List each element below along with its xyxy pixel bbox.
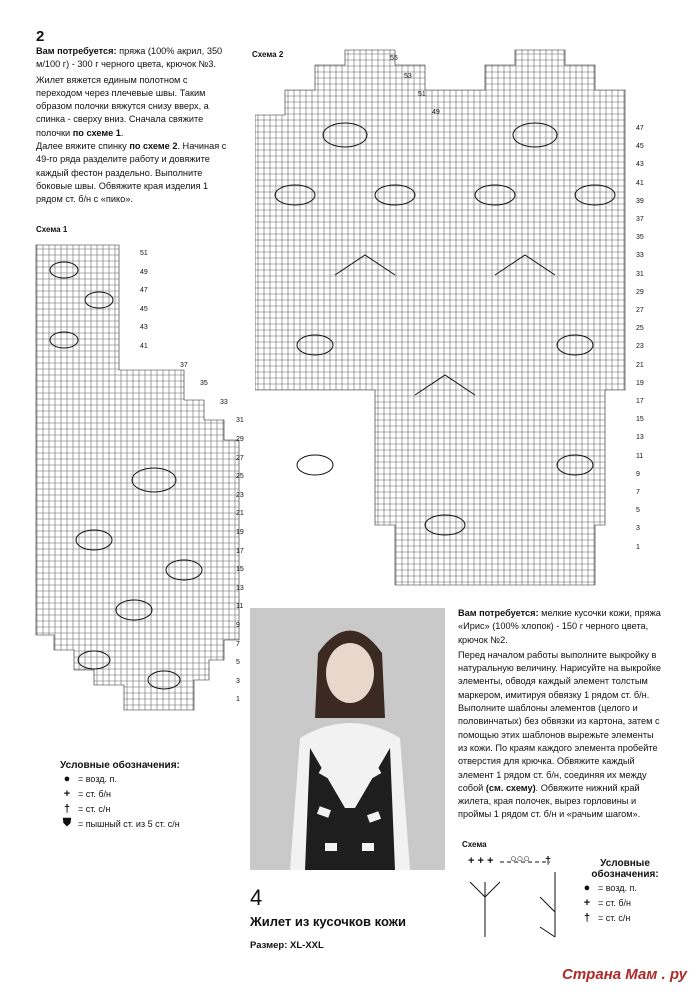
section4-size: Размер: XL-XXL xyxy=(250,940,324,951)
scheme2-label: Схема 2 xyxy=(252,50,284,59)
row-number: 35 xyxy=(636,234,644,242)
legend-text: = пышный ст. из 5 ст. с/н xyxy=(78,818,180,829)
row-number: 25 xyxy=(636,325,644,333)
section4-body-bold: (см. схему) xyxy=(485,782,536,793)
needs-label: Вам потребуется: xyxy=(36,46,117,56)
legend-item xyxy=(580,880,670,895)
woman-in-vest-image xyxy=(250,608,445,870)
legend-symbol: † xyxy=(583,911,591,924)
para-2-end: . Начиная с 49-го ряда разделите работу и довяжите каждый фестон раздельно. Выполните боковые швы. Обвяжите края изделия 1 рядом ст. б/н с «пико». xyxy=(36,141,227,205)
legend-symbol: ● xyxy=(63,772,71,785)
scheme1-label: Схема 1 xyxy=(36,225,68,234)
section4-scheme-label: Схема xyxy=(462,840,487,849)
row-number: 1 xyxy=(636,543,640,551)
row-number: 5 xyxy=(636,507,640,515)
row-number: 41 xyxy=(140,343,148,350)
legend4-title: Условные обозначения: xyxy=(591,858,659,880)
para-2: Далее вяжите спинку xyxy=(36,141,130,152)
row-number: 31 xyxy=(236,417,244,425)
row-number: 11 xyxy=(636,452,644,460)
legend-symbol: † xyxy=(63,802,71,815)
para-1: Жилет вяжется единым полотном с переходом через плечевые швы. Таким образом полочки вяжутся снизу вверх, а спинка - сверху вниз. Сначала свяжите полочки xyxy=(36,74,209,138)
row-number: 1 xyxy=(236,696,240,704)
row-number: 21 xyxy=(236,510,244,518)
row-number: 27 xyxy=(636,307,644,314)
legend-text: = ст. б/н xyxy=(598,897,632,908)
row-number: 43 xyxy=(636,161,644,169)
section4-instructions xyxy=(458,607,663,822)
row-number: 9 xyxy=(636,470,640,478)
row-number: 51 xyxy=(140,250,148,257)
row-number: 39 xyxy=(636,197,644,205)
row-number: 49 xyxy=(432,109,440,116)
row-number: 17 xyxy=(636,398,644,405)
row-number: 15 xyxy=(636,416,644,424)
svg-text:○○○: ○○○ xyxy=(510,853,530,865)
watermark: Страна Мам . ру xyxy=(562,966,687,983)
para-1-bold: по схеме 1 xyxy=(72,127,121,138)
row-number: 47 xyxy=(636,125,644,132)
legend-text: = ст. б/н xyxy=(78,788,112,799)
row-number: 37 xyxy=(180,361,188,369)
section4-body: Перед началом работы выполните выкройку в натуральную величину. Нарисуйте на выкройке элементы, обводя каждый элемент толстым маркером, имитируя обвязку 1 рядом ст. б/н. Выполните шаблоны элементов (целого и половинчатых) без обвязки из картона, затем с помощью этих шаблонов вырежьте элементы из кожи. По краям каждого элемента пробейте отверстия для крючка. Обвяжите каждый элемент 1 рядом ст. б/н, соединяя их между собой xyxy=(458,649,662,793)
row-number: 9 xyxy=(236,622,240,629)
scheme2-chart xyxy=(255,45,640,590)
row-number: 21 xyxy=(636,361,644,369)
row-number: 11 xyxy=(236,603,244,611)
legend-item xyxy=(580,895,670,910)
scheme1-chart xyxy=(34,240,259,730)
row-number: 55 xyxy=(390,55,398,62)
svg-text:+ + +: + + + xyxy=(468,855,494,867)
row-number: 45 xyxy=(636,143,644,151)
row-number: 19 xyxy=(236,529,244,536)
row-number: 35 xyxy=(200,380,208,388)
row-number: 41 xyxy=(636,179,644,187)
legend-text: = возд. п. xyxy=(78,773,117,784)
needs4-label: Вам потребуется: xyxy=(458,608,539,618)
row-number: 29 xyxy=(236,436,244,443)
row-number: 45 xyxy=(140,305,148,313)
row-number: 37 xyxy=(636,216,644,223)
section4-body-end: . Обвяжите нижний край жилета, края полочек, вырез горловины и проймы 1 рядом ст. б/н и «рачьим шагом». xyxy=(458,782,641,820)
legend-section4 xyxy=(580,858,670,925)
legend-title: Условные обозначения: xyxy=(60,760,180,771)
legend-item xyxy=(60,771,180,786)
legend-item xyxy=(60,786,180,801)
row-number: 43 xyxy=(140,324,148,332)
row-number: 25 xyxy=(236,473,244,481)
row-number: 15 xyxy=(236,566,244,574)
section2-instructions xyxy=(36,45,236,207)
section4-title: Жилет из кусочков кожи xyxy=(250,914,406,929)
row-number: 33 xyxy=(636,252,644,260)
section-number-4: 4 xyxy=(250,885,263,910)
section-number-2: 2 xyxy=(36,28,45,45)
row-number: 23 xyxy=(236,491,244,499)
legend-item xyxy=(580,910,670,925)
row-number: 3 xyxy=(636,525,640,533)
legend-text: = возд. п. xyxy=(598,882,637,893)
legend-symbol: ⛊ xyxy=(62,817,72,829)
row-number: 13 xyxy=(236,584,244,592)
vest-photo xyxy=(250,608,445,870)
row-number: 49 xyxy=(140,268,148,276)
row-number: 53 xyxy=(404,73,412,80)
legend-item xyxy=(60,801,180,816)
legend-item xyxy=(60,816,180,831)
legend-symbol: + xyxy=(63,787,71,800)
row-number: 51 xyxy=(418,91,426,98)
needs-text: пряжа (100% акрил, 350 м/100 г) - 300 г черного цвета, крючок №3. xyxy=(36,46,223,70)
legend-symbol: + xyxy=(583,896,591,909)
row-number: 23 xyxy=(636,343,644,351)
para-2-bold: по схеме 2 xyxy=(129,141,178,152)
row-number: 7 xyxy=(236,640,240,648)
para-1-end: . xyxy=(120,127,124,138)
row-number: 27 xyxy=(236,454,244,462)
legend-section2 xyxy=(60,760,180,831)
row-number: 47 xyxy=(140,287,148,295)
row-number: 13 xyxy=(636,434,644,442)
row-number: 7 xyxy=(636,489,640,496)
row-number: 3 xyxy=(236,677,240,685)
row-number: 5 xyxy=(236,659,240,667)
row-number: 31 xyxy=(636,270,644,278)
row-number: 29 xyxy=(636,288,644,296)
row-number: 19 xyxy=(636,379,644,387)
needs4-text: мелкие кусочки кожи, пряжа «Ирис» (100% хлопок) - 150 г черного цвета, крючок №2. xyxy=(458,608,661,645)
legend-text: = ст. с/н xyxy=(598,912,631,923)
legend-text: = ст. с/н xyxy=(78,803,111,814)
row-number: 17 xyxy=(236,547,244,555)
row-number: 33 xyxy=(220,398,228,406)
svg-text:†: † xyxy=(545,855,552,867)
section4-scheme xyxy=(460,852,570,947)
legend-symbol: ● xyxy=(583,881,591,894)
